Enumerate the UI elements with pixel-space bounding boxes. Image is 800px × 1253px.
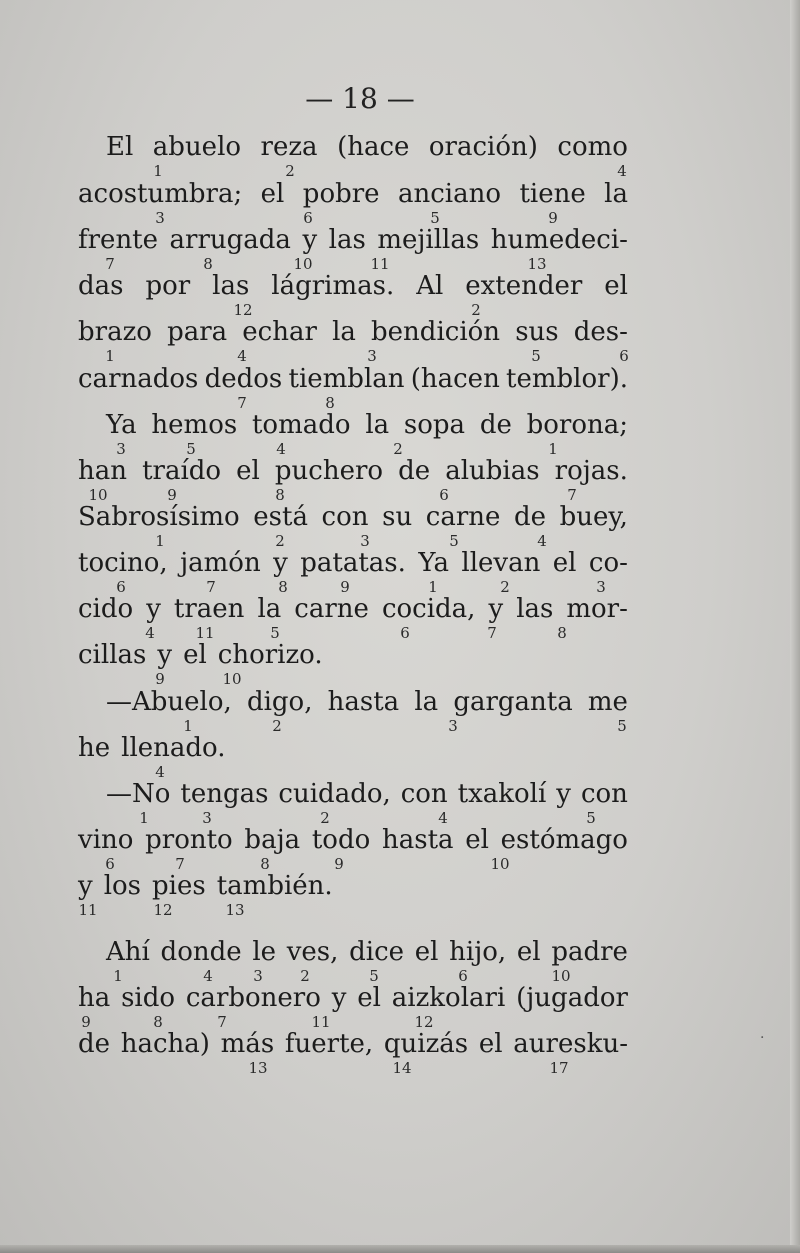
word: —Abuelo,	[106, 687, 232, 717]
text-line	[78, 317, 628, 347]
word: la	[604, 179, 628, 209]
word: mor-	[566, 594, 628, 624]
word-order-number: 11	[78, 901, 98, 919]
text-line	[78, 548, 628, 578]
word-order-number: 1	[139, 809, 149, 827]
word: auresku-	[513, 1029, 628, 1059]
text-line	[106, 687, 628, 717]
word: todo	[311, 825, 371, 855]
word-order-number: 7	[217, 1013, 227, 1031]
word-order-number: 9	[334, 855, 344, 873]
word-order-number: 5	[369, 967, 379, 985]
word-order-number: 2	[500, 578, 510, 596]
word: (hacen	[410, 364, 500, 394]
word: y	[273, 548, 288, 578]
word: fuerte,	[284, 1029, 374, 1059]
word-order-number: 10	[222, 670, 242, 688]
word: Sabrosísimo	[78, 502, 240, 532]
word: con	[400, 779, 448, 809]
word-order-number: 2	[272, 717, 282, 735]
word: —No	[106, 779, 171, 809]
word-order-number: 5	[430, 209, 440, 227]
word-order-number: 9	[340, 578, 350, 596]
word: la	[414, 687, 439, 717]
word-order-number: 6	[400, 624, 410, 642]
word-order-number: 9	[167, 486, 177, 504]
word: tengas	[180, 779, 269, 809]
word-order-number: 6	[116, 578, 126, 596]
word: oración)	[428, 132, 538, 162]
word: Ya	[418, 548, 449, 578]
word-order-number: 7	[487, 624, 497, 642]
word: y	[146, 594, 161, 624]
text-line	[78, 225, 628, 255]
word-order-number: 4	[203, 967, 213, 985]
word: sopa	[403, 410, 466, 440]
word: dice	[349, 937, 405, 967]
word: ves,	[286, 937, 339, 967]
word: digo,	[246, 687, 313, 717]
word: tomado	[251, 410, 351, 440]
word-order-number: 1	[153, 162, 163, 180]
word: de	[398, 456, 431, 486]
word: anciano	[397, 179, 502, 209]
paper-speck: ·	[760, 1030, 765, 1046]
word-order-number: 7	[105, 255, 115, 273]
word: quizás	[383, 1029, 469, 1059]
word: el	[604, 271, 628, 301]
word: puchero	[274, 456, 384, 486]
word-order-number: 3	[155, 209, 165, 227]
word: el	[552, 548, 577, 578]
word-order-number: 2	[393, 440, 403, 458]
word: (hace	[337, 132, 410, 162]
word: hasta	[381, 825, 454, 855]
word-order-number: 8	[325, 394, 335, 412]
word: he	[78, 733, 111, 763]
word-order-number: 10	[88, 486, 108, 504]
word: tiemblan	[288, 364, 405, 394]
word: carnados	[78, 364, 199, 394]
word-order-number: 12	[153, 901, 173, 919]
word-order-number: 5	[617, 717, 627, 735]
word-order-number: 4	[155, 763, 165, 781]
word: el	[183, 640, 207, 670]
word: garganta	[453, 687, 573, 717]
word: acostumbra;	[78, 179, 243, 209]
word: sus	[515, 317, 559, 347]
word-order-number: 6	[458, 967, 468, 985]
word: traen	[173, 594, 245, 624]
word-order-number: 1	[183, 717, 193, 735]
word-order-number: 9	[81, 1013, 91, 1031]
text-line	[106, 937, 628, 967]
word: reza	[260, 132, 318, 162]
word-order-number: 6	[619, 347, 629, 365]
word: hasta	[327, 687, 400, 717]
word: temblor).	[506, 364, 628, 394]
word: también.	[216, 871, 333, 901]
word-order-number: 5	[270, 624, 280, 642]
word-order-number: 4	[537, 532, 547, 550]
word-order-number: 7	[237, 394, 247, 412]
word-order-number: 10	[490, 855, 510, 873]
word: y	[556, 779, 571, 809]
word: el	[357, 983, 381, 1013]
text-line	[78, 271, 628, 301]
word-order-number: 8	[203, 255, 213, 273]
word: txakolí	[457, 779, 547, 809]
word: donde	[160, 937, 242, 967]
word-order-number: 11	[370, 255, 390, 273]
word-number-row	[0, 670, 800, 688]
word-order-number: 3	[116, 440, 126, 458]
word: Ahí	[106, 937, 150, 967]
word: hemos	[151, 410, 238, 440]
text-line	[78, 456, 628, 486]
word: sido	[121, 983, 176, 1013]
word-order-number: 3	[367, 347, 377, 365]
word: más	[220, 1029, 275, 1059]
word-order-number: 7	[567, 486, 577, 504]
word: patatas.	[300, 548, 406, 578]
page-edge-bottom	[0, 1245, 800, 1253]
word: El	[106, 132, 134, 162]
word: le	[252, 937, 277, 967]
word-order-number: 1	[548, 440, 558, 458]
word: su	[382, 502, 413, 532]
word: el	[465, 825, 489, 855]
word-number-row	[0, 901, 800, 919]
word: para	[167, 317, 228, 347]
word: con	[321, 502, 369, 532]
word-order-number: 7	[175, 855, 185, 873]
word: tiene	[519, 179, 586, 209]
text-line	[78, 594, 628, 624]
word: brazo	[78, 317, 152, 347]
word-order-number: 9	[155, 670, 165, 688]
word-order-number: 6	[303, 209, 313, 227]
page-number: — 18 —	[305, 82, 415, 115]
word: rojas.	[554, 456, 628, 486]
word: como	[557, 132, 628, 162]
word: y	[78, 871, 93, 901]
word-order-number: 1	[155, 532, 165, 550]
word: de	[479, 410, 512, 440]
text-line	[78, 871, 628, 901]
word-order-number: 13	[527, 255, 547, 273]
text-line	[106, 132, 628, 162]
word: lágrimas.	[271, 271, 395, 301]
word: pobre	[302, 179, 380, 209]
word-order-number: 4	[276, 440, 286, 458]
word-order-number: 10	[551, 967, 571, 985]
word-order-number: 11	[311, 1013, 331, 1031]
word: borona;	[526, 410, 628, 440]
word-number-row	[0, 162, 800, 180]
word-order-number: 7	[206, 578, 216, 596]
word: los	[103, 871, 142, 901]
word: frente	[78, 225, 159, 255]
word: alubias	[445, 456, 540, 486]
word: ha	[78, 983, 111, 1013]
word-order-number: 3	[448, 717, 458, 735]
word: arrugada	[169, 225, 291, 255]
word: las	[516, 594, 554, 624]
word: cocida,	[381, 594, 476, 624]
word: echar	[242, 317, 317, 347]
word: llevan	[461, 548, 541, 578]
word: jamón	[180, 548, 261, 578]
word: de	[514, 502, 547, 532]
word: traído	[142, 456, 222, 486]
word: Al	[416, 271, 444, 301]
word: el	[516, 937, 541, 967]
word: vino	[78, 825, 134, 855]
word: llenado.	[121, 733, 226, 763]
word: hacha)	[120, 1029, 210, 1059]
text-line	[78, 733, 628, 763]
word-order-number: 5	[449, 532, 459, 550]
word: aizkolari	[391, 983, 506, 1013]
word-order-number: 3	[253, 967, 263, 985]
text-line	[78, 502, 628, 532]
word: cillas	[78, 640, 147, 670]
word: las	[328, 225, 366, 255]
word-order-number: 8	[278, 578, 288, 596]
word: la	[257, 594, 282, 624]
word: pies	[152, 871, 206, 901]
word: de	[78, 1029, 111, 1059]
word-order-number: 10	[293, 255, 313, 273]
word: cido	[78, 594, 134, 624]
word-order-number: 5	[531, 347, 541, 365]
word-number-row	[0, 1059, 800, 1077]
word-order-number: 2	[275, 532, 285, 550]
word: buey,	[559, 502, 628, 532]
word-order-number: 5	[586, 809, 596, 827]
word: des-	[573, 317, 628, 347]
word: me	[587, 687, 628, 717]
word: das	[78, 271, 124, 301]
word-number-row	[0, 347, 800, 365]
word: Ya	[106, 410, 137, 440]
word: co-	[588, 548, 628, 578]
word: y	[302, 225, 318, 255]
word-order-number: 6	[105, 855, 115, 873]
text-line	[78, 825, 628, 855]
word-order-number: 8	[260, 855, 270, 873]
word-order-number: 13	[225, 901, 245, 919]
word: dedos	[204, 364, 283, 394]
word-order-number: 3	[596, 578, 606, 596]
word-order-number: 9	[548, 209, 558, 227]
word: chorizo.	[217, 640, 323, 670]
word-order-number: 8	[557, 624, 567, 642]
word: abuelo	[152, 132, 242, 162]
word: extender	[465, 271, 583, 301]
word-order-number: 2	[300, 967, 310, 985]
word: el	[236, 456, 260, 486]
word: carne	[425, 502, 501, 532]
word: baja	[244, 825, 301, 855]
word-order-number: 11	[195, 624, 215, 642]
word-order-number: 12	[414, 1013, 434, 1031]
word: bendición	[371, 317, 501, 347]
word-order-number: 3	[360, 532, 370, 550]
word: carbonero	[185, 983, 321, 1013]
word: la	[332, 317, 356, 347]
text-line	[78, 983, 628, 1013]
word: el	[414, 937, 439, 967]
word: (jugador	[516, 983, 628, 1013]
word: las	[212, 271, 250, 301]
word: tocino,	[78, 548, 168, 578]
word-order-number: 17	[549, 1059, 569, 1077]
text-line	[78, 1029, 628, 1059]
word-order-number: 14	[392, 1059, 412, 1077]
word: y	[331, 983, 347, 1013]
word-order-number: 2	[320, 809, 330, 827]
word-order-number: 4	[617, 162, 627, 180]
word-order-number: 13	[248, 1059, 268, 1077]
word-order-number: 4	[438, 809, 448, 827]
word: humedeci-	[490, 225, 628, 255]
word: estómago	[500, 825, 628, 855]
word-order-number: 4	[145, 624, 155, 642]
word-order-number: 5	[186, 440, 196, 458]
word: el	[260, 179, 285, 209]
word: con	[580, 779, 628, 809]
word: el	[478, 1029, 503, 1059]
word-order-number: 2	[285, 162, 295, 180]
text-line	[78, 364, 628, 394]
word-order-number: 12	[233, 301, 253, 319]
word-order-number: 4	[237, 347, 247, 365]
word: cuidado,	[278, 779, 391, 809]
word-order-number: 8	[275, 486, 285, 504]
word: pronto	[145, 825, 233, 855]
text-line	[106, 779, 628, 809]
word-order-number: 6	[439, 486, 449, 504]
word: la	[365, 410, 390, 440]
text-line	[78, 640, 628, 670]
word: padre	[551, 937, 628, 967]
word: y	[488, 594, 504, 624]
word-order-number: 1	[428, 578, 438, 596]
word-order-number: 3	[202, 809, 212, 827]
word-order-number: 1	[105, 347, 115, 365]
text-line	[106, 410, 628, 440]
word: carne	[294, 594, 369, 624]
word: mejillas	[377, 225, 480, 255]
word: está	[253, 502, 308, 532]
word: hijo,	[449, 937, 507, 967]
word: por	[145, 271, 191, 301]
text-line	[78, 179, 628, 209]
word: han	[78, 456, 127, 486]
word-order-number: 2	[471, 301, 481, 319]
word-order-number: 1	[113, 967, 123, 985]
word: y	[157, 640, 173, 670]
word-order-number: 8	[153, 1013, 163, 1031]
